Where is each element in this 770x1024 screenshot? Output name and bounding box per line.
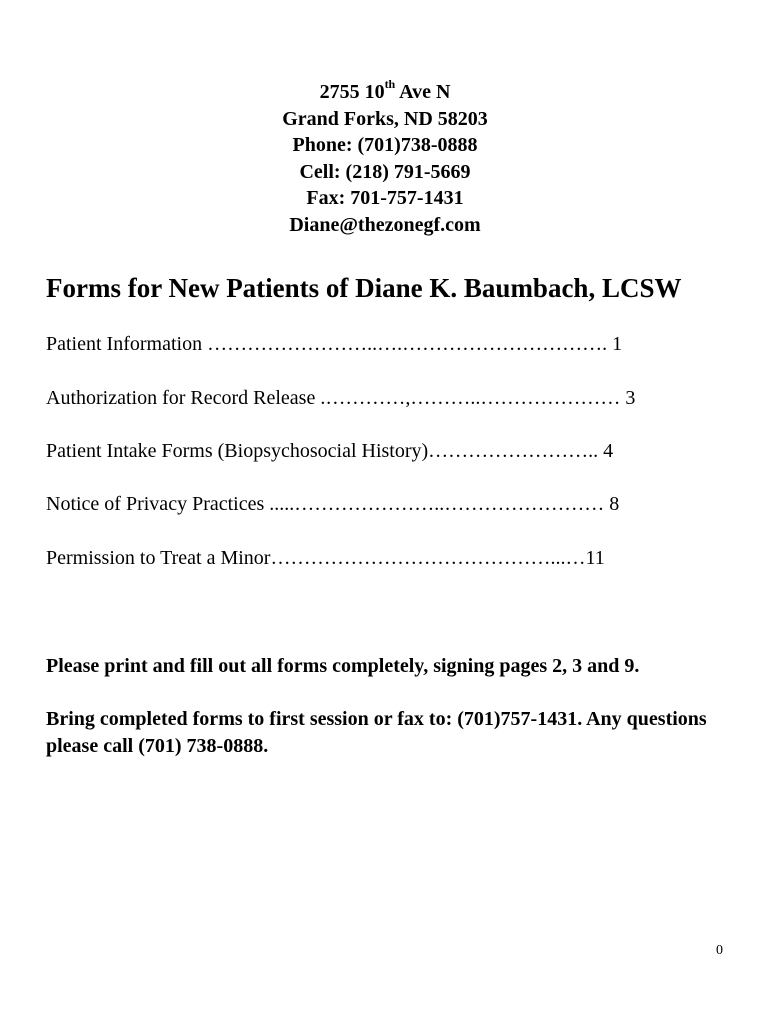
toc-entry-permission-treat-minor: Permission to Treat a Minor……………………………………...…11 [46,547,605,569]
print-instructions: Please print and fill out all forms completely, signing pages 2, 3 and 9. [46,655,640,677]
cell-number: Cell: (218) 791-5669 [299,160,471,183]
toc-entry-patient-information: Patient Information ……………………..….…………………………. 1 [46,333,623,355]
fax-number: Fax: 701-757-1431 [306,187,464,210]
toc-entry-authorization-record-release: Authorization for Record Release .…………,………..………………… 3 [46,387,636,409]
street-number: 2755 10 [319,81,385,103]
page-number: 0 [716,943,723,958]
toc-entry-patient-intake-forms: Patient Intake Forms (Biopsychosocial History)…………………….. 4 [46,440,614,462]
street-address [0,79,770,106]
address-block [0,79,770,239]
toc-entry-notice-privacy-practices: Notice of Privacy Practices .....…………………..…………………… 8 [46,493,620,515]
city-state-zip: Grand Forks, ND 58203 [282,107,488,130]
email-address: Diane@thezonegf.com [289,213,481,236]
submission-instructions: Bring completed forms to first session or fax to: (701)757-1431. Any questions please call (701) 738-0888. [46,708,707,757]
street-name: Ave N [395,81,451,103]
street-ordinal-suffix: th [384,77,396,92]
phone-number: Phone: (701)738-0888 [292,134,478,157]
document-title: Forms for New Patients of Diane K. Baumbach, LCSW [46,273,682,303]
